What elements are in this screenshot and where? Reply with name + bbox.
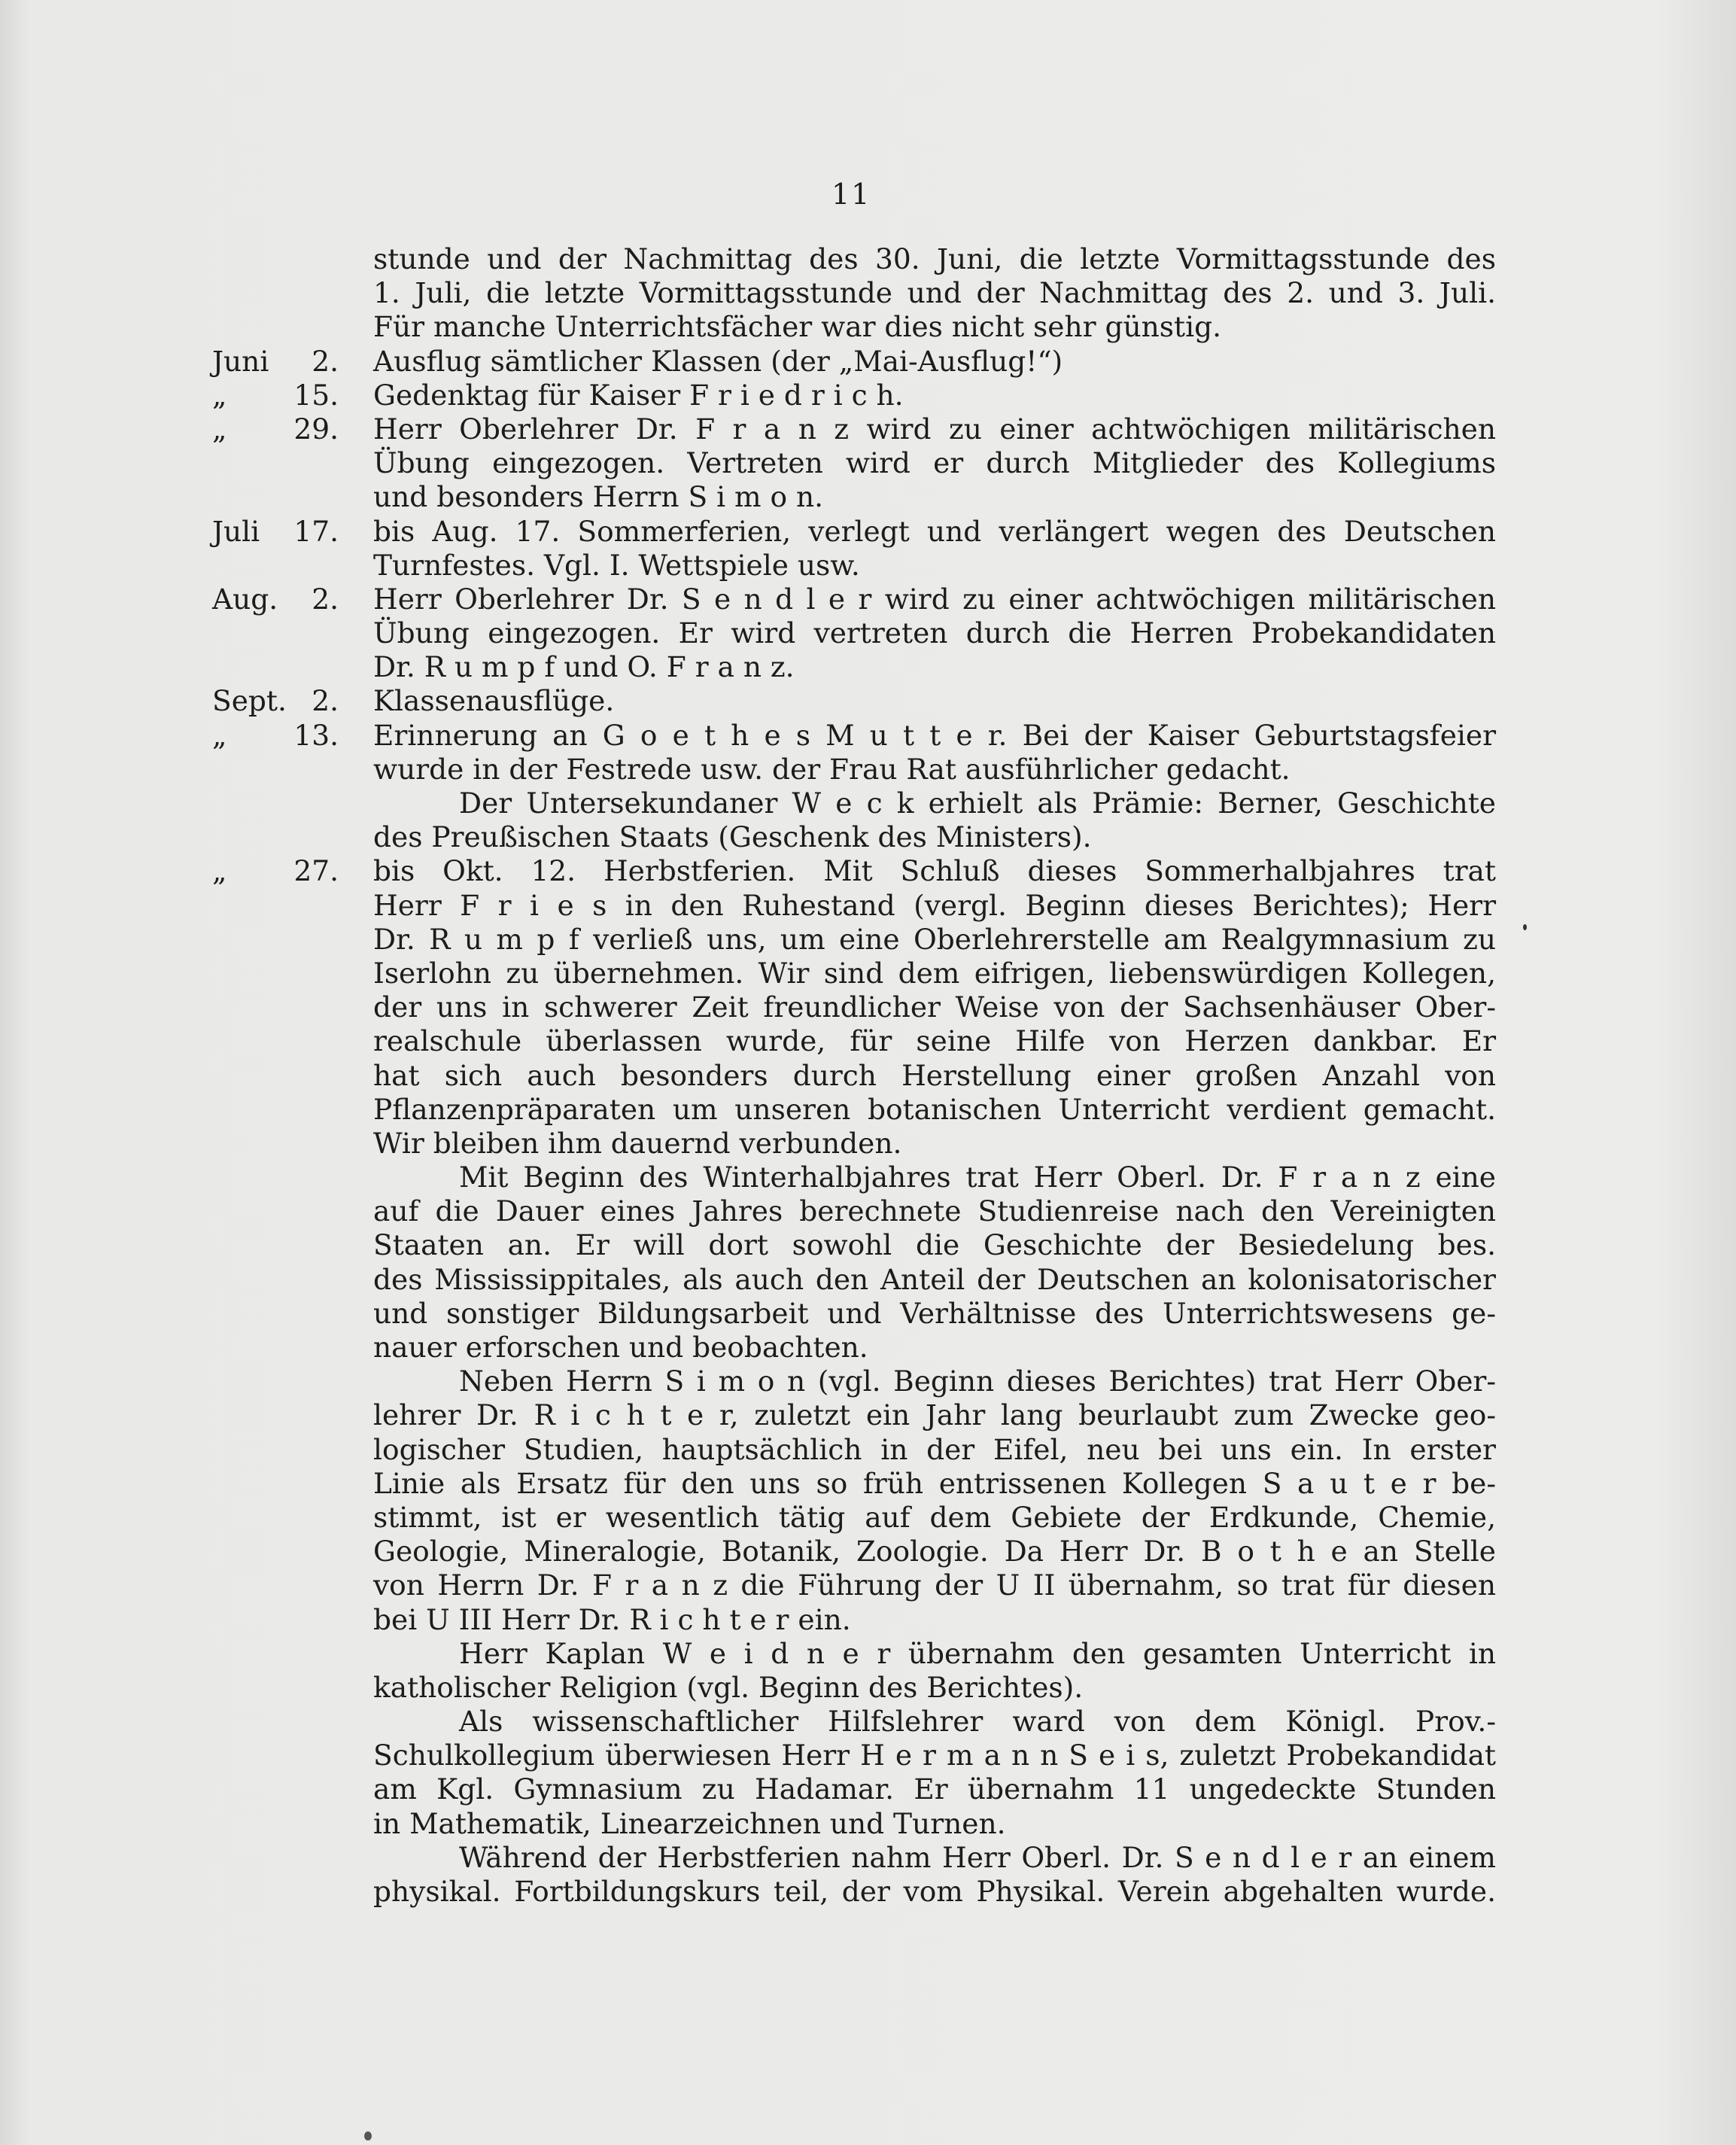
date-month: „ xyxy=(212,718,227,752)
line-text: Mit Beginn des Winterhalbjahres trat Herr Oberl. Dr. F r a n z eine xyxy=(459,1161,1496,1194)
line-text: 1. Juli, die letzte Vormittagsstunde und der Nachmittag des 2. und 3. Juli. xyxy=(373,276,1496,310)
line-text: lehrer Dr. R i c h t e r, zuletzt ein Jahr lang beurlaubt zum Zwecke geo- xyxy=(373,1398,1496,1432)
text-line xyxy=(0,889,1736,923)
line-text: des Mississippitales, als auch den Anteil der Deutschen an kolonisatorischer xyxy=(373,1262,1496,1296)
date-month: Sept. xyxy=(212,684,287,718)
text-line xyxy=(0,480,1736,514)
line-text: Iserlohn zu übernehmen. Wir sind dem eifrigen, liebenswürdigen Kollegen, xyxy=(373,956,1496,990)
line-text: katholischer Religion (vgl. Beginn des Berichtes). xyxy=(373,1670,1084,1704)
text-line xyxy=(0,379,1736,412)
text-line xyxy=(0,1705,1736,1739)
line-text: Herr F r i e s in den Ruhestand (vergl. Beginn dieses Berichtes); Herr xyxy=(373,888,1496,922)
text-line xyxy=(0,1535,1736,1568)
chronicle-text-block xyxy=(0,242,1736,1909)
date-day: 13. xyxy=(293,718,339,752)
text-line xyxy=(0,1433,1736,1467)
text-line xyxy=(0,1772,1736,1806)
line-text: Pflanzenpräparaten um unseren botanischen Unterricht verdient gemacht. xyxy=(373,1092,1496,1126)
text-line xyxy=(0,1263,1736,1297)
text-line xyxy=(0,1331,1736,1365)
line-text: der uns in schwerer Zeit freundlicher Weise von der Sachsenhäuser Ober- xyxy=(373,990,1496,1024)
line-text: Schulkollegium überwiesen Herr H e r m a n n S e i s, zuletzt Probekandidat xyxy=(373,1739,1496,1772)
text-line xyxy=(0,616,1736,650)
text-line xyxy=(0,786,1736,820)
text-line xyxy=(0,1161,1736,1194)
text-line xyxy=(0,242,1736,276)
line-text: Linie als Ersatz für den uns so früh entrissenen Kollegen S a u t e r be- xyxy=(373,1466,1496,1500)
date-day: 15. xyxy=(293,378,339,412)
text-line xyxy=(0,276,1736,310)
line-text: Wir bleiben ihm dauernd verbunden. xyxy=(373,1126,902,1160)
text-line xyxy=(0,1671,1736,1705)
text-line xyxy=(0,1194,1736,1228)
date-day: 2. xyxy=(312,344,339,378)
date-day: 27. xyxy=(293,854,339,888)
line-text: wurde in der Festrede usw. der Frau Rat ausführlicher gedacht. xyxy=(373,752,1291,786)
line-text: Der Untersekundaner W e c k erhielt als Prämie: Berner, Geschichte xyxy=(459,786,1496,820)
text-line xyxy=(0,1501,1736,1535)
line-text: Übung eingezogen. Vertreten wird er durch Mitglieder des Kollegiums xyxy=(373,446,1496,480)
page-number: 11 xyxy=(832,178,871,211)
date-month: Aug. xyxy=(212,582,278,616)
line-text: Während der Herbstferien nahm Herr Oberl. Dr. S e n d l e r an einem xyxy=(459,1840,1496,1874)
text-line xyxy=(0,1024,1736,1058)
text-line xyxy=(0,1398,1736,1432)
line-text: des Preußischen Staats (Geschenk des Ministers). xyxy=(373,820,1092,854)
text-line xyxy=(0,1603,1736,1637)
date-day: 2. xyxy=(312,582,339,616)
date-day: 29. xyxy=(293,412,339,446)
line-text: Als wissenschaftlicher Hilfslehrer ward von dem Königl. Prov.- xyxy=(459,1705,1496,1739)
line-text: Gedenktag für Kaiser F r i e d r i c h. xyxy=(373,378,904,412)
text-line xyxy=(0,1841,1736,1875)
text-line xyxy=(0,1093,1736,1127)
text-line xyxy=(0,923,1736,957)
text-line xyxy=(0,412,1736,446)
text-line xyxy=(0,1739,1736,1772)
line-text: Ausflug sämtlicher Klassen (der „Mai-Ausflug!“) xyxy=(373,344,1063,378)
text-line xyxy=(0,1127,1736,1161)
line-text: nauer erforschen und beobachten. xyxy=(373,1331,868,1364)
text-line xyxy=(0,753,1736,786)
line-text: Turnfestes. Vgl. I. Wettspiele usw. xyxy=(373,548,860,582)
line-text: und besonders Herrn S i m o n. xyxy=(373,480,824,514)
line-text: Herr Oberlehrer Dr. F r a n z wird zu einer achtwöchigen militärischen xyxy=(373,412,1496,446)
text-line xyxy=(0,719,1736,753)
line-text: Erinnerung an G o e t h e s M u t t e r. Bei der Kaiser Geburtstagsfeier xyxy=(373,718,1496,752)
line-text: in Mathematik, Linearzeichnen und Turnen. xyxy=(373,1806,1006,1840)
line-text: Herr Kaplan W e i d n e r übernahm den gesamten Unterricht in xyxy=(459,1636,1496,1670)
text-line xyxy=(0,1637,1736,1671)
line-text: Neben Herrn S i m o n (vgl. Beginn dieses Berichtes) trat Herr Ober- xyxy=(459,1365,1496,1398)
date-month: Juli xyxy=(212,514,260,548)
date-day: 17. xyxy=(293,514,339,548)
paper-speck xyxy=(1523,924,1527,930)
line-text: Dr. R u m p f und O. F r a n z. xyxy=(373,650,795,684)
line-text: Für manche Unterrichtsfächer war dies nicht sehr günstig. xyxy=(373,310,1222,344)
line-text: Klassenausflüge. xyxy=(373,684,615,718)
date-month: Juni xyxy=(212,344,269,378)
text-line xyxy=(0,583,1736,616)
text-line xyxy=(0,310,1736,344)
line-text: von Herrn Dr. F r a n z die Führung der U II übernahm, so trat für diesen xyxy=(373,1568,1496,1602)
line-text: stunde und der Nachmittag des 30. Juni, die letzte Vormittagsstunde des xyxy=(373,242,1496,275)
text-line xyxy=(0,549,1736,583)
line-text: Staaten an. Er will dort sowohl die Geschichte der Besiedelung bes. xyxy=(373,1228,1496,1262)
line-text: Übung eingezogen. Er wird vertreten durch die Herren Probekandidaten xyxy=(373,616,1496,650)
paper-speck xyxy=(364,2131,372,2140)
line-text: auf die Dauer eines Jahres berechnete Studienreise nach den Vereinigten xyxy=(373,1194,1496,1228)
text-line xyxy=(0,684,1736,718)
date-month: „ xyxy=(212,854,227,888)
text-line xyxy=(0,1059,1736,1093)
text-line xyxy=(0,1568,1736,1602)
text-line xyxy=(0,1228,1736,1262)
text-line xyxy=(0,1297,1736,1331)
text-line xyxy=(0,650,1736,684)
date-month: „ xyxy=(212,412,227,446)
line-text: bis Aug. 17. Sommerferien, verlegt und verlängert wegen des Deutschen xyxy=(373,514,1496,548)
line-text: hat sich auch besonders durch Herstellung einer großen Anzahl von xyxy=(373,1058,1496,1092)
text-line xyxy=(0,1807,1736,1841)
date-month: „ xyxy=(212,378,227,412)
line-text: und sonstiger Bildungsarbeit und Verhältnisse des Unterrichtswesens ge- xyxy=(373,1296,1496,1330)
line-text: realschule überlassen wurde, für seine Hilfe von Herzen dankbar. Er xyxy=(373,1024,1496,1058)
line-text: Geologie, Mineralogie, Botanik, Zoologie. Da Herr Dr. B o t h e an Stelle xyxy=(373,1535,1496,1568)
line-text: physikal. Fortbildungskurs teil, der vom Physikal. Verein abgehalten wurde. xyxy=(373,1875,1496,1908)
text-line xyxy=(0,854,1736,888)
line-text: bei U III Herr Dr. R i c h t e r ein. xyxy=(373,1602,851,1636)
text-line xyxy=(0,1365,1736,1398)
text-line xyxy=(0,957,1736,990)
line-text: Herr Oberlehrer Dr. S e n d l e r wird zu einer achtwöchigen militärischen xyxy=(373,582,1496,616)
text-line xyxy=(0,446,1736,480)
line-text: bis Okt. 12. Herbstferien. Mit Schluß dieses Sommerhalbjahres trat xyxy=(373,854,1496,888)
text-line xyxy=(0,1467,1736,1501)
line-text: am Kgl. Gymnasium zu Hadamar. Er übernahm 11 ungedeckte Stunden xyxy=(373,1772,1496,1806)
date-day: 2. xyxy=(312,684,339,718)
line-text: stimmt, ist er wesentlich tätig auf dem Gebiete der Erdkunde, Chemie, xyxy=(373,1500,1496,1534)
line-text: logischer Studien, hauptsächlich in der Eifel, neu bei uns ein. In erster xyxy=(373,1432,1496,1466)
text-line xyxy=(0,515,1736,549)
text-line xyxy=(0,820,1736,854)
line-text: Dr. R u m p f verließ uns, um eine Oberlehrerstelle am Realgymnasium zu xyxy=(373,922,1496,956)
text-line xyxy=(0,1875,1736,1909)
text-line xyxy=(0,345,1736,379)
text-line xyxy=(0,990,1736,1024)
